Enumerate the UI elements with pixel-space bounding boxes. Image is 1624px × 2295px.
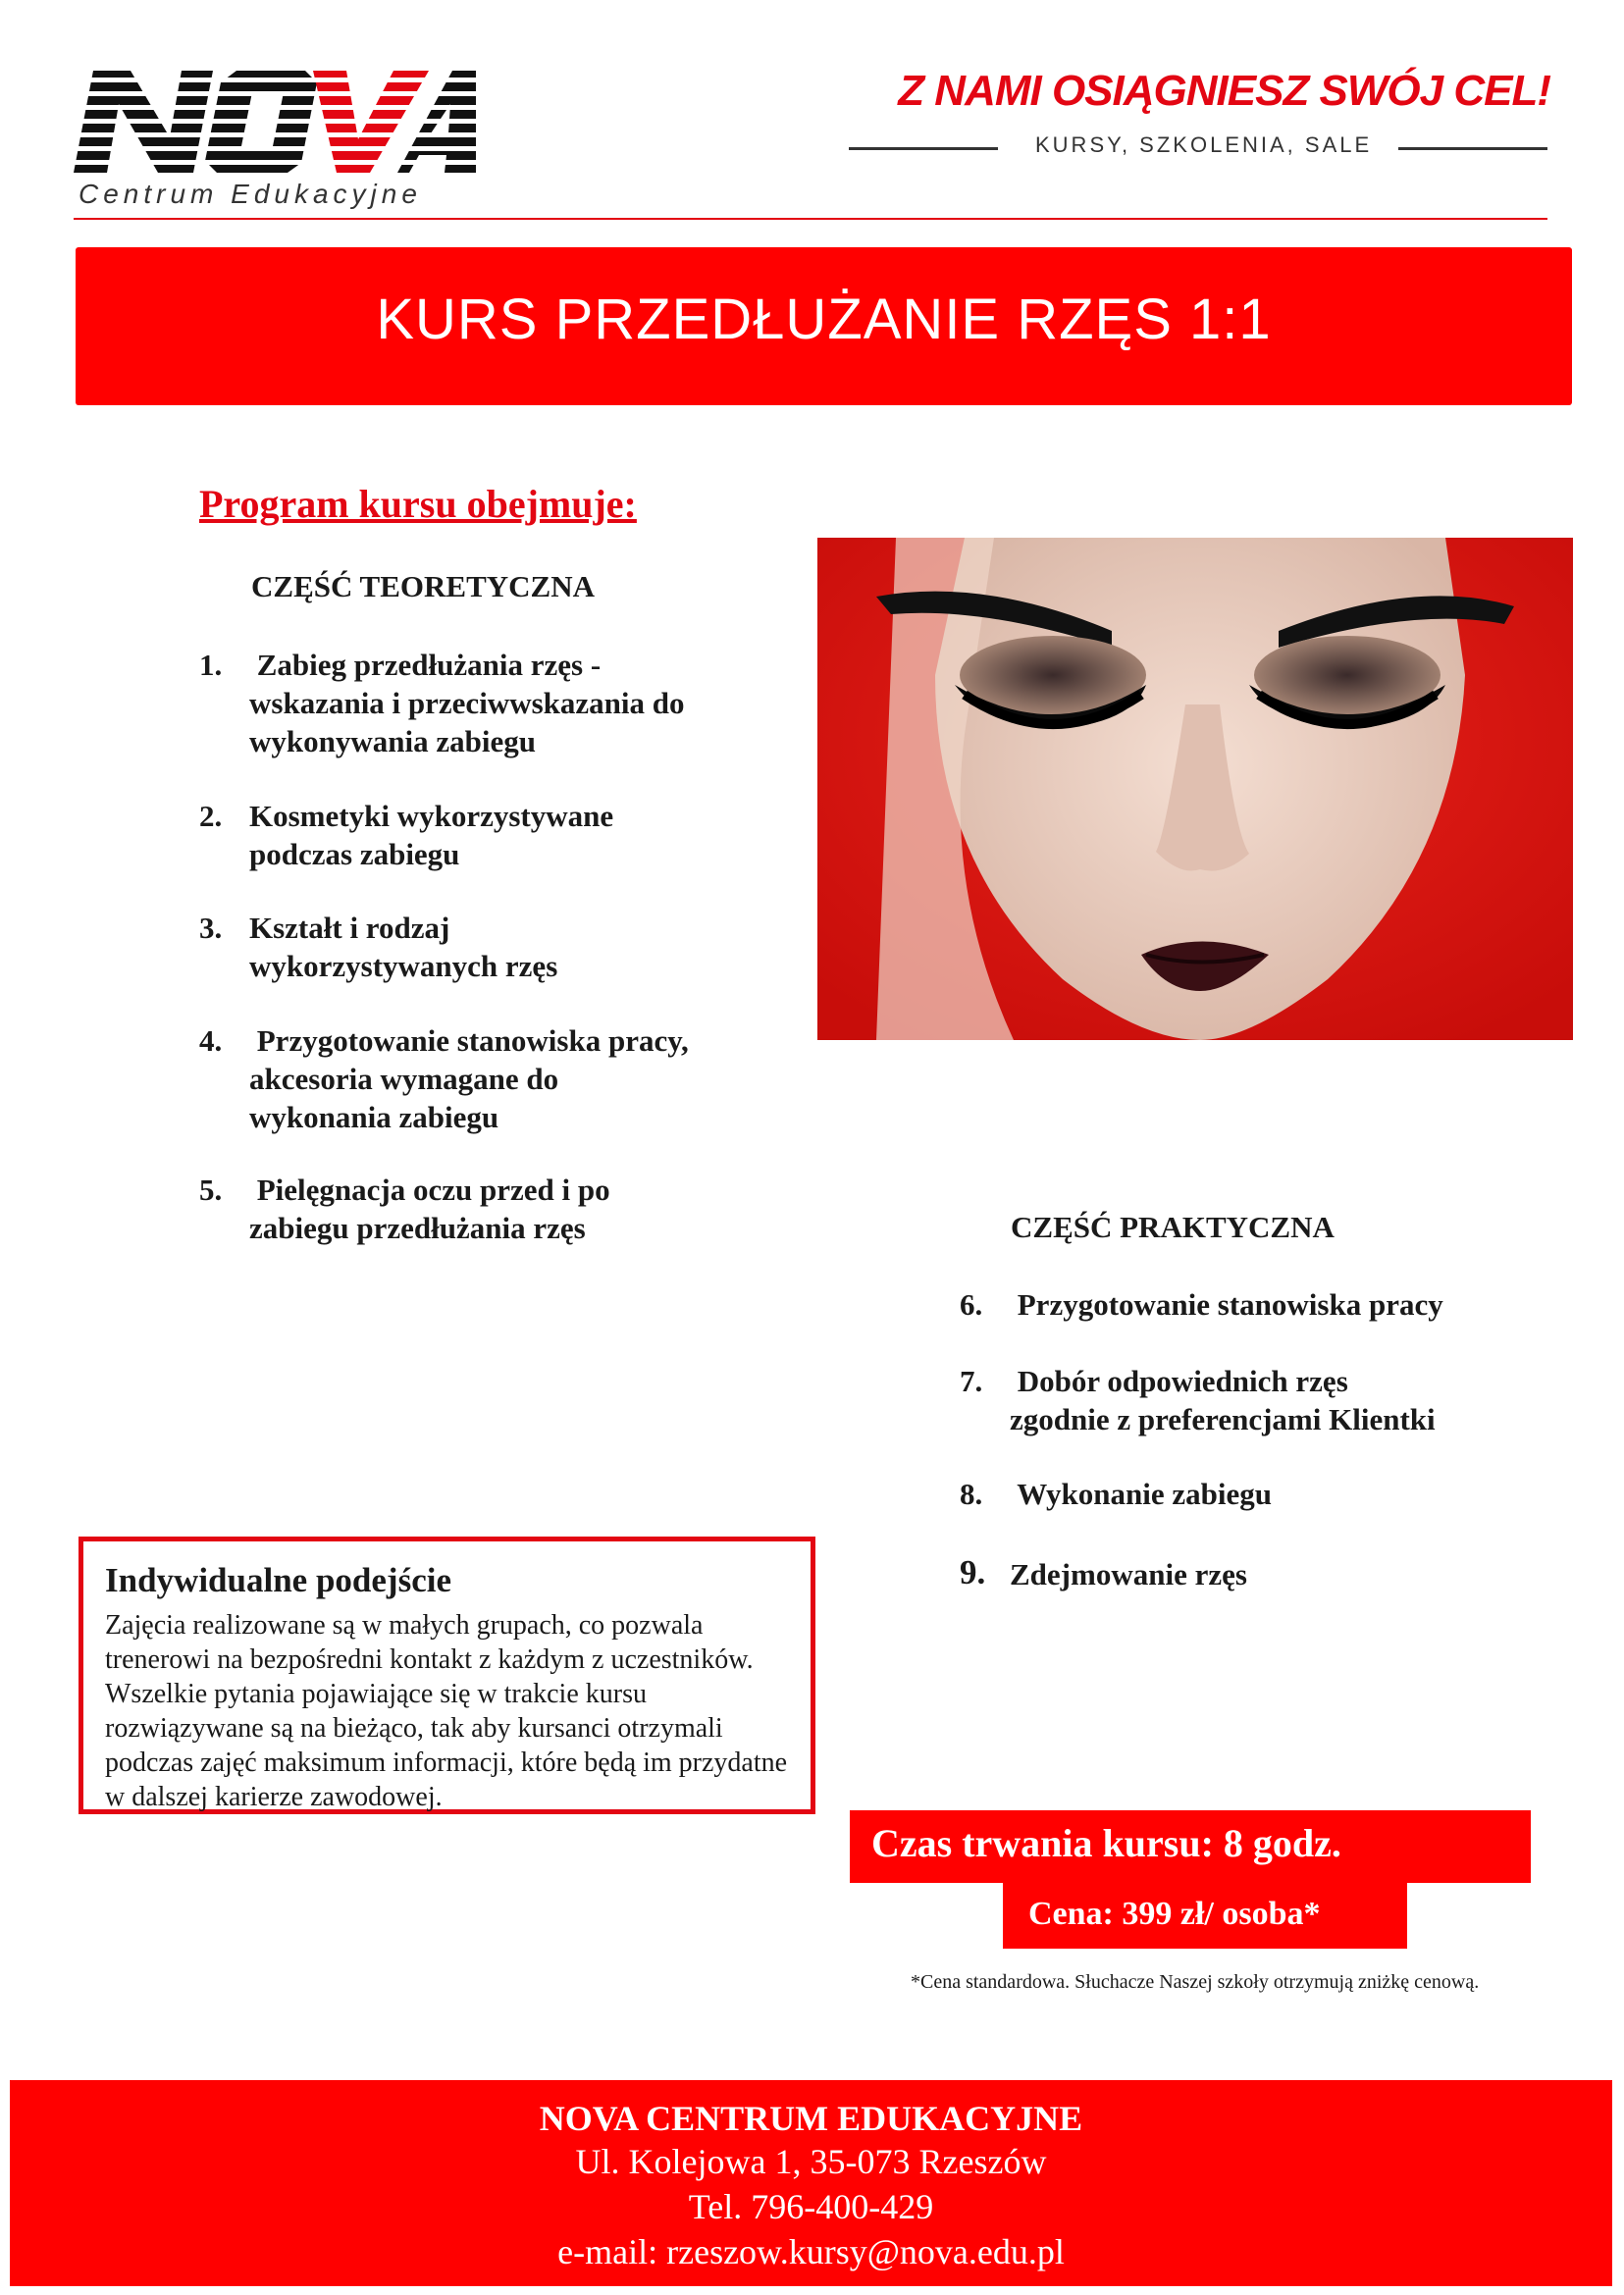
footer-address: Ul. Kolejowa 1, 35-073 Rzeszów: [575, 2142, 1047, 2181]
footer-phone: Tel. 796-400-429: [688, 2187, 934, 2226]
course-price: Cena: 399 zł/ osoba*: [1028, 1896, 1321, 1932]
slogan: Z NAMI OSIĄGNIESZ SWÓJ CEL!: [898, 67, 1550, 115]
price-note: *Cena standardowa. Słuchacze Naszej szkoły otrzymują zniżkę cenową.: [911, 1971, 1480, 1993]
theory-heading: CZĘŚĆ TEORETYCZNA: [251, 569, 595, 603]
course-duration: Czas trwania kursu: 8 godz.: [871, 1821, 1341, 1865]
model-face-illustration: [817, 538, 1573, 1040]
subline-text: KURSY, SZKOLENIA, SALE: [1035, 132, 1373, 157]
footer-company-name: NOVA CENTRUM EDUKACYJNE: [539, 2099, 1083, 2138]
subline: [849, 132, 1547, 162]
title-band: [76, 247, 1572, 405]
logo-subtitle: Centrum Edukacyjne: [79, 179, 422, 209]
header-divider: [74, 218, 1547, 220]
course-title: KURS PRZEDŁUŻANIE RZĘS 1:1: [376, 287, 1272, 351]
footer-band: [10, 2080, 1612, 2286]
price-band: [1003, 1883, 1407, 1949]
footer-email[interactable]: e-mail: rzeszow.kursy@nova.edu.pl: [557, 2232, 1065, 2271]
approach-title: Indywidualne podejście: [105, 1561, 451, 1599]
course-photo: [817, 538, 1573, 1040]
duration-band: [850, 1810, 1531, 1883]
practice-heading: CZĘŚĆ PRAKTYCZNA: [1011, 1210, 1335, 1244]
approach-body: Zajęcia realizowane są w małych grupach, co pozwala trenerowi na bezpośredni kontakt z każdym z uczestników. Wszelkie pytania pojawiające się w trakcie kursu rozwiązywane są na bieżąco, tak aby kursanci otrzymali podczas zajęć maksimum informacji, które będą im przydatne w dalszej karierze zawodowej.: [105, 1610, 788, 1812]
program-heading: Program kursu obejmuje:: [199, 482, 637, 526]
subline-left-rule: [849, 147, 998, 150]
nova-logo: [74, 69, 476, 216]
subline-right-rule: [1398, 147, 1547, 150]
approach-box: [79, 1537, 815, 1814]
logo-graphic: [74, 69, 476, 177]
